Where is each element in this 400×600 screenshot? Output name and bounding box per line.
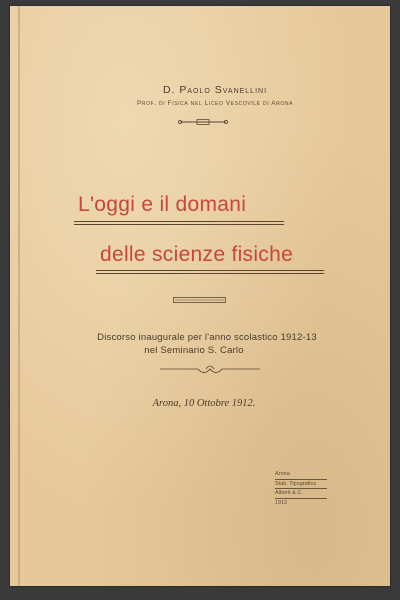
ornament-divider-middle bbox=[173, 297, 226, 303]
printer-line-2: Stab. Tipografico bbox=[275, 480, 317, 487]
dateline: Arona, 10 Ottobre 1912. bbox=[152, 398, 256, 409]
printer-line-3: Alberti & C. bbox=[275, 490, 303, 496]
printer-stamp bbox=[275, 470, 327, 507]
ornament-flourish bbox=[160, 364, 260, 378]
title-underline-2b bbox=[96, 273, 324, 274]
author-name: D. Paolo Svanellini bbox=[162, 84, 268, 96]
subtitle-line-1: Discorso inaugurale per l'anno scolastico 1912-13 bbox=[97, 332, 317, 343]
title-underline-1 bbox=[74, 221, 284, 222]
printer-line-4: 1912 bbox=[275, 499, 288, 506]
title-underline-2 bbox=[96, 270, 324, 271]
printer-line-1: Arona bbox=[275, 471, 290, 477]
title-line-1: L'oggi e il domani bbox=[78, 193, 247, 216]
title-underline-1b bbox=[74, 224, 284, 225]
subtitle-line-2: nel Seminario S. Carlo bbox=[144, 345, 244, 356]
title-line-2: delle scienze fisiche bbox=[100, 243, 294, 266]
author-title: Prof. di Fisica nel Liceo Vescovile di Arona bbox=[136, 100, 294, 107]
pamphlet-cover bbox=[10, 6, 390, 586]
ornament-divider-top bbox=[178, 118, 228, 126]
